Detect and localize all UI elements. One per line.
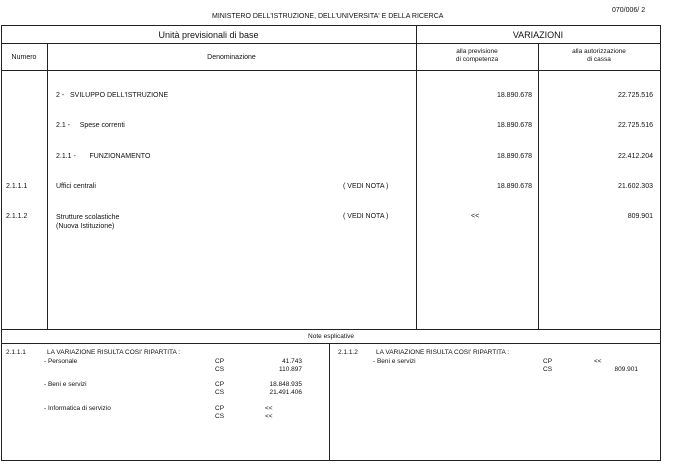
cp-value: << [265, 405, 273, 412]
variazioni-divider [416, 25, 417, 329]
row-nota: ( VEDI NOTA ) [343, 183, 389, 190]
numero-divider [47, 43, 48, 329]
cp-value: << [594, 358, 602, 365]
note-heading: LA VARIAZIONE RISULTA COSI' RIPARTITA : [47, 349, 181, 356]
cp-label: CP [215, 405, 225, 412]
row-competenza: 18.890.678 [496, 183, 532, 190]
row-denominazione: 2.1 - Spese correnti [56, 122, 125, 129]
note-item-label: - Beni e servizi [373, 358, 416, 365]
col-header-cassa: alla autorizzazione di cassa [572, 48, 626, 63]
frame-right [660, 25, 661, 460]
cs-value: 21.491.406 [269, 389, 302, 396]
row-numero: 2.1.1.1 [6, 183, 28, 190]
row-cassa: 21.602.303 [617, 183, 653, 190]
notes-top [1, 329, 661, 330]
cp-label: CP [543, 358, 553, 365]
row-cassa: 22.725.516 [617, 92, 653, 99]
note-item-label: - Informatica di servizio [44, 405, 111, 412]
col-header-numero: Numero [11, 54, 37, 61]
row-denominazione: 2 - SVILUPPO DELL'ISTRUZIONE [56, 92, 169, 99]
cs-label: CS [543, 366, 553, 373]
row-cassa: 809.901 [627, 213, 653, 220]
notes-divider [329, 343, 330, 460]
cs-value: 809.901 [614, 366, 638, 373]
ministry-title: MINISTERO DELL'ISTRUZIONE, DELL'UNIVERSITA' E DELLA RICERCA [212, 13, 444, 20]
row-competenza: 18.890.678 [496, 153, 532, 160]
cp-value: 18.848.935 [269, 381, 302, 388]
col-header-denominazione: Denominazione [207, 54, 256, 61]
row-competenza: 18.890.678 [496, 122, 532, 129]
notes-title-bottom [1, 343, 661, 344]
row-competenza: << [471, 213, 480, 220]
frame-bottom [1, 460, 661, 461]
note-numero: 2.1.1.1 [6, 349, 26, 356]
cs-value: << [265, 413, 273, 420]
row-nota: ( VEDI NOTA ) [343, 213, 389, 220]
column-header-bottom [1, 70, 661, 71]
row-denominazione: 2.1.1 - FUNZIONAMENTO [56, 153, 151, 160]
cs-label: CS [215, 366, 225, 373]
cp-label: CP [215, 358, 225, 365]
note-numero: 2.1.1.2 [338, 349, 358, 356]
cs-value: 110.897 [278, 366, 302, 373]
variazioni-group-header: VARIAZIONI [512, 30, 564, 40]
upb-group-header: Unità previsionali di base [158, 30, 259, 40]
cs-label: CS [215, 389, 225, 396]
note-item-label: - Beni e servizi [44, 381, 87, 388]
notes-title: Note esplicative [308, 333, 354, 340]
cs-label: CS [215, 413, 225, 420]
row-denominazione: Strutture scolastiche (Nuova Istituzione) [56, 214, 120, 230]
group-header-bottom [1, 43, 661, 44]
page-reference: 070/006/ 2 [612, 7, 646, 14]
row-numero: 2.1.1.2 [6, 213, 28, 220]
note-item-label: - Personale [44, 358, 78, 365]
row-cassa: 22.412.204 [617, 153, 653, 160]
cp-value: 41.743 [282, 358, 302, 365]
cp-label: CP [215, 381, 225, 388]
col-header-previsione: alla previsione di competenza [455, 48, 499, 63]
note-heading: LA VARIAZIONE RISULTA COSI' RIPARTITA : [376, 349, 510, 356]
frame-top [1, 25, 661, 26]
row-competenza: 18.890.678 [496, 92, 532, 99]
frame-left [1, 25, 2, 460]
row-denominazione: Uffici centrali [56, 183, 96, 190]
row-cassa: 22.725.516 [617, 122, 653, 129]
